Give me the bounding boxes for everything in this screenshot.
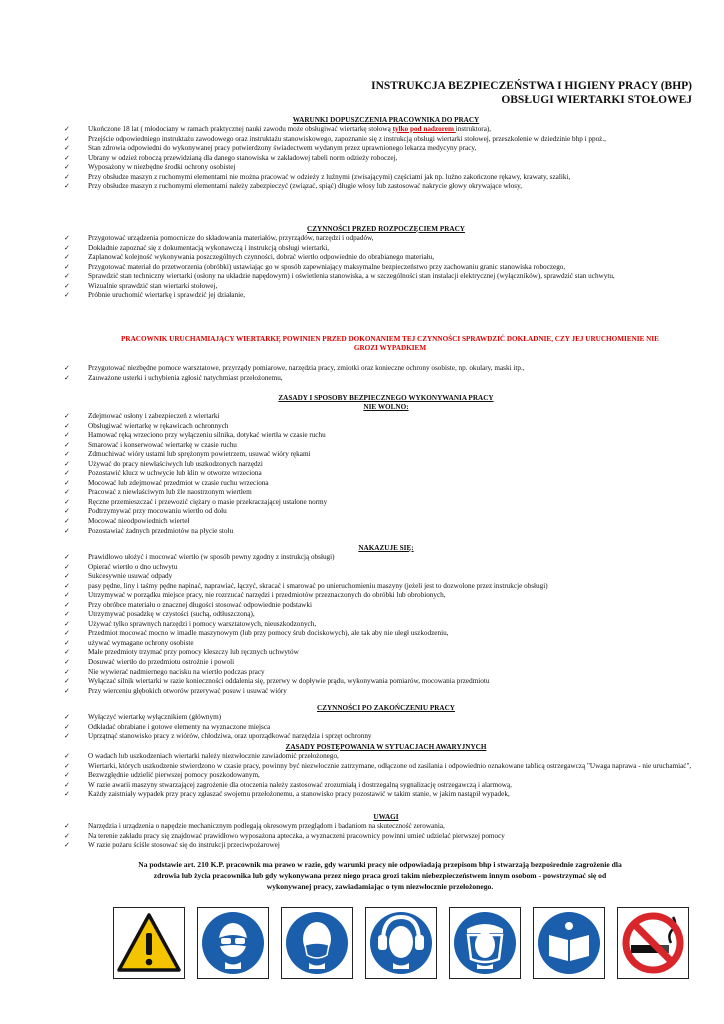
list-item [64, 125, 694, 135]
list-item: ✓ Zdejmować osłony i zabezpieczeń z wiertarki [64, 412, 694, 422]
section-heading-required: NAKAZUJE SIĘ: [358, 544, 414, 552]
before-work-list [64, 234, 694, 301]
read-manual-sign-icon [533, 907, 605, 979]
list-item: ✓ Próbnie uruchomić wiertarkę i sprawdzić jej działanie, [64, 291, 694, 301]
warning-line-1: PRACOWNIK URUCHAMIAJĄCY WIERTARKĘ POWINIEN PRZED DOKONANIEM TEJ CZYNNOŚCI SPRAWDZIĆ DOKŁADNIE, CZY JEJ URUCHOMIENIE NIE [121, 335, 659, 343]
list-item: ✓ Sprawdzić stan techniczny wiertarki (osłony na układzie napędowym) i oświetlenia stanowiska, a w szczególności stan instalacji elektrycznej (wyłączników), sprawdzić stan uchwytu, [64, 272, 694, 282]
legal-note-line-1: Na podstawie art. 210 K.P. pracownik ma prawo w razie, gdy warunki pracy nie odpowiadają przepisom bhp i stwarzają bezpośrednie zagrożenie dla [138, 860, 622, 869]
section-heading-before-work: CZYNNOŚCI PRZED ROZPOCZĘCIEM PRACY [307, 225, 465, 233]
title-line-2: OBSŁUGI WIERTARKI STOŁOWEJ [501, 94, 692, 106]
list-item: ✓ Smarować i konserwować wiertarkę w czasie ruchu [64, 441, 694, 451]
list-item: ✓ Mocować lub zdejmować przedmiot w czasie ruchu wrzeciona [64, 479, 694, 489]
subheading-prohibited: NIE WOLNO: [363, 403, 409, 411]
list-item: ✓ Utrzymywać posadzkę w czystości (suchą, odtłuszczoną), [64, 610, 694, 620]
list-item: ✓ Ubrany w odzież roboczą przewidzianą dla danego stanowiska w zakładowej tabeli norm odzieży roboczej, [64, 154, 694, 164]
list-item: ✓ Przy obróbce materiału o znacznej długości stosować odpowiednie podstawki [64, 601, 694, 611]
list-item: ✓ W razie pożaru ściśle stosować się do instrukcji przeciwpożarowej [64, 841, 694, 851]
list-item: ✓ Przygotować materiał do przetworzenia (obróbki) ustawiając go w sposób zapewniający maksymalne bezpieczeństwo przy zachowaniu granic stanowiska roboczego, [64, 263, 694, 273]
list-item: ✓ Na terenie zakładu pracy się znajdować prawidłowo wyposażona apteczka, a wyznaczeni pracownicy powinni umieć udzielać pierwszej pomocy [64, 832, 694, 842]
list-item: ✓ Każdy zaistniały wypadek przy pracy zgłaszać swojemu przełożonemu, a stanowisko pracy pozostawić w takim stanie, w jakim nastąpił wypadek, [64, 790, 694, 800]
list-item: ✓ Hamować ręką wrzeciono przy wyłączeniu silnika, dotykać wiertła w czasie ruchu [64, 431, 694, 441]
list-item: ✓ Mocować nieodpowiednich wierteł [64, 517, 694, 527]
list-item: ✓ Prawidłowo ułożyć i mocować wiertło (w sposób pewny zgodny z instrukcją obsługi) [64, 553, 694, 563]
list-item: ✓ Wiertarki, których uszkodzenie stwierdzono w czasie pracy, powinny być niezwłocznie zatrzymane, odłączone od zasilania i odpowiednio oznakowane tablicą ostrzegawczą "Uwaga naprawa - nie uruchamiać", [64, 762, 694, 772]
notes-list [64, 822, 694, 851]
after-work-list [64, 713, 694, 742]
legal-note-line-3: wykonywanej pracy, zawiadamiając o tym niezwłocznie przełożonego. [266, 882, 494, 891]
no-smoking-sign-icon [617, 907, 689, 979]
list-item: ✓ Pozostawiać żadnych przedmiotów na płycie stołu [64, 527, 694, 537]
list-item: ✓ pasy pędne, liny i taśmy pędne napinać, naprawiać, łączyć, skracać i smarować po unieruchomieniu maszyny (jeżeli jest to dozwolone przez instrukcje obsługi) [64, 582, 694, 592]
section-heading-after-work: CZYNNOŚCI PO ZAKOŃCZENIU PRACY [317, 704, 455, 712]
face-mask-sign-icon [281, 907, 353, 979]
list-item: ✓ Pracować z niewłaściwym lub źle naostrzonym wiertłem [64, 488, 694, 498]
list-item: ✓ Używać do pracy niewłaściwych lub uszkodzonych narzędzi [64, 460, 694, 470]
list-item: ✓ Zaplanować kolejność wykonywania poszczególnych czynności, dobrać wiertło odpowiednie do obrabianego materiału, [64, 253, 694, 263]
emergency-list [64, 752, 694, 800]
list-item: ✓ Uprzątnąć stanowisko pracy z wiórów, chłodziwa, oraz uporządkować narzędzia i sprzęt ochronny [64, 732, 694, 742]
admission-list [64, 125, 694, 192]
list-item: ✓ Przy obsłudze maszyn z ruchomymi elementami nie można pracować w odzieży z luźnymi (zwisającymi) częściami jak np. luźno zakończone rękawy, krawaty, szaliki, [64, 173, 694, 183]
list-item: ✓ Ręczne przemieszczać i przewozić ciężary o masie przekraczającej ustalone normy [64, 498, 694, 508]
list-item: ✓ Przy wierceniu głębokich otworów przerywać posuw i usuwać wióry [64, 687, 694, 697]
warning-line-2: GROZI WYPADKIEM [353, 344, 427, 352]
face-shield-sign-icon [449, 907, 521, 979]
list-item: ✓ Przejście odpowiedniego instruktażu zawodowego oraz instruktażu stanowiskowego, zapoznanie się z instrukcją obsługi wiertarki stołowej, przeszkolenie w dziedzinie bhp i ppoż., [64, 135, 694, 145]
list-item: ✓ Sukcesywnie usuwać odpady [64, 572, 694, 582]
section-heading-emergency: ZASADY POSTĘPOWANIA W SYTUACJACH AWARYJNYCH [285, 743, 487, 751]
ear-protection-sign-icon [365, 907, 437, 979]
list-item: ✓ Stan zdrowia odpowiedni do wykonywanej pracy potwierdzony świadectwem wydanym przez uprawnionego lekarza medycyny pracy, [64, 144, 694, 154]
list-item: ✓ Odkładać obrabiane i gotowe elementy na wyznaczone miejsca [64, 723, 694, 733]
list-item: ✓ Wyposażony w niezbędne środki ochrony osobistej [64, 163, 694, 173]
prohibited-list [64, 412, 694, 536]
list-item: ✓ Wyłączać silnik wiertarki w razie konieczności oddalenia się, przerwy w dopływie prądu, wykonywania pomiarów, mocowania przedmiotu [64, 677, 694, 687]
list-item: ✓ Zdmuchiwać wióry ustami lub sprężonym powietrzem, usuwać wióry rękami [64, 450, 694, 460]
list-item: ✓ Opierać wiertło o dno uchwytu [64, 563, 694, 573]
list-item: ✓ Używać tylko sprawnych narzędzi i pomocy warsztatowych, nieuszkodzonych, [64, 620, 694, 630]
list-item: ✓ O wadach lub uszkodzeniach wiertarki należy niezwłocznie zawiadomić przełożonego, [64, 752, 694, 762]
list-item: ✓ Wyłączyć wiertarkę wyłącznikiem (głównym) [64, 713, 694, 723]
supervision-highlight: tylko pod nadzorem [392, 125, 456, 133]
list-item: ✓ Przygotować urządzenia pomocnicze do składowania materiałów, przyrządów, narzędzi i odpadów, [64, 234, 694, 244]
section-heading-admission: WARUNKI DOPUSZCZENIA PRACOWNIKA DO PRACY [292, 116, 480, 124]
legal-note-line-2: zdrowia lub życia pracownika lub gdy wykonywana przez niego praca grozi takim niebezpieczeństwem innym osobom - powstrzymać się od [153, 871, 607, 880]
section-heading-notes: UWAGI [373, 813, 399, 821]
list-item: ✓ Przy obsłudze maszyn z ruchomymi elementami należy zabezpieczyć (związać, spiąć) długie włosy lub zastosować nakrycie głowy okrywające włosy, [64, 182, 694, 192]
list-item: ✓ Utrzymywać w porządku miejsce pracy, nie rozrzucać narzędzi i przedmiotów przeznaczonych do obróbki lub obrobionych, [64, 591, 694, 601]
list-item-text: instruktora), [455, 125, 492, 133]
preparation-list [64, 364, 694, 383]
title-line-1: INSTRUKCJA BEZPIECZEŃSTWA I HIGIENY PRACY (BHP) [371, 80, 692, 92]
section-heading-safe-work: ZASADY I SPOSOBY BEZPIECZNEGO WYKONYWANIA PRACY [278, 394, 494, 402]
list-item: ✓ Obsługiwać wiertarkę w rękawicach ochronnych [64, 422, 694, 432]
list-item: ✓ Nie wywierać nadmiernego nacisku na wiertło podczas pracy [64, 668, 694, 678]
list-item: ✓ Małe przedmioty trzymać przy pomocy kleszczy lub ręcznych uchwytów [64, 648, 694, 658]
required-list [64, 553, 694, 696]
list-item: ✓ Zauważone usterki i uchybienia zgłosić natychmiast przełożonemu, [64, 374, 694, 384]
list-item: ✓ Podtrzymywać przy mocowaniu wiertło od dołu [64, 507, 694, 517]
list-item: ✓ Narzędzia i urządzenia o napędzie mechanicznym podlegają okresowym przeglądom i badaniom na skuteczność zerowania, [64, 822, 694, 832]
list-item: ✓ Dosuwać wiertło do przedmiotu ostrożnie i powoli [64, 658, 694, 668]
list-item: ✓ Dokładnie zapoznać się z dokumentacją wykonawczą i instrukcją obsługi wiertarki, [64, 244, 694, 254]
list-item-text: Ukończone 18 lat ( młodociany w ramach praktycznej nauki zawodu może obsługiwać wiertarkę stołową [88, 125, 393, 133]
list-item: ✓ Przygotować niezbędne pomoce warsztatowe, przyrządy pomiarowe, narzędzia pracy, zmiotki oraz konieczne ochrony osobiste, np. okulary, maski itp., [64, 364, 694, 374]
list-item: ✓ Bezwzględnie udzielić pierwszej pomocy poszkodowanym, [64, 771, 694, 781]
warning-sign-icon [113, 907, 185, 979]
list-item: ✓ Przedmiot mocować mocno w imadle maszynowym (lub przy pomocy śrub dociskowych), ale tak aby nie uległ uszkodzeniu, [64, 629, 694, 639]
list-item: ✓ W razie awarii maszyny stwarzającej zagrożenie dla otoczenia należy zastosować zrozumiałą i dostrzegalną sygnalizację ostrzegawczą i alarmową, [64, 781, 694, 791]
list-item: ✓ używać wymagane ochrony osobiste [64, 639, 694, 649]
list-item: ✓ Pozostawić klucz w uchwycie lub klin w otworze wrzeciona [64, 469, 694, 479]
safety-goggles-sign-icon [197, 907, 269, 979]
list-item: ✓ Wizualnie sprawdzić stan wiertarki stołowej, [64, 282, 694, 292]
